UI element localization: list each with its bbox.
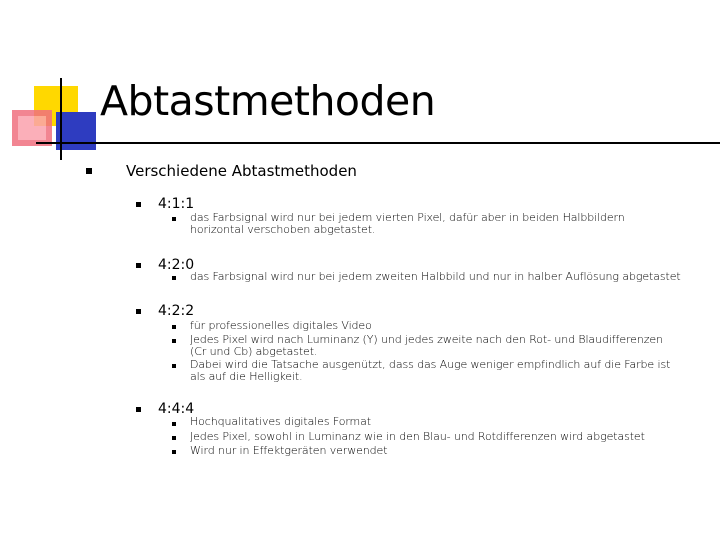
section-label-444: 4:4:4: [158, 401, 195, 417]
bullet-level3: [172, 450, 176, 454]
section-444-item-1: Hochqualitatives digitales Format: [190, 415, 372, 428]
bullet-level3: [172, 276, 176, 280]
bullet-level3: [172, 422, 176, 426]
logo-red-square: [12, 110, 52, 146]
logo-blue-square: [56, 112, 96, 150]
bullet-level2: [136, 263, 141, 268]
section-label-420: 4:2:0: [158, 257, 195, 273]
section-label-422: 4:2:2: [158, 303, 195, 319]
section-422-item-2: Jedes Pixel wird nach Luminanz (Y) und jedes zweite nach den Rot- und Blaudifferenzen (Cr und Cb) abgetastet.: [190, 333, 663, 358]
section-422-item-1: für professionelles digitales Video: [190, 319, 372, 332]
section-label-411: 4:1:1: [158, 196, 195, 212]
bullet-level3: [172, 325, 176, 329]
bullet-level1: [86, 168, 92, 174]
section-411-item-1: das Farbsignal wird nur bei jedem vierten Pixel, dafür aber in beiden Halbbildern horizontal verschoben abgetastet.: [190, 211, 625, 236]
bullet-level3: [172, 217, 176, 221]
bullet-level2: [136, 202, 141, 207]
title-underline: [36, 142, 720, 144]
level1-text: Verschiedene Abtastmethoden: [126, 162, 357, 180]
bullet-level3: [172, 364, 176, 368]
vertical-rule: [60, 78, 62, 160]
bullet-level2: [136, 309, 141, 314]
bullet-level3: [172, 436, 176, 440]
slide-title: Abtastmethoden: [100, 77, 436, 125]
bullet-level2: [136, 407, 141, 412]
section-444-item-2: Jedes Pixel, sowohl in Luminanz wie in den Blau- und Rotdifferenzen wird abgetastet: [190, 430, 645, 443]
bullet-level3: [172, 339, 176, 343]
section-420-item-1: das Farbsignal wird nur bei jedem zweiten Halbbild und nur in halber Auflösung abgetastet: [190, 270, 681, 283]
section-422-item-3: Dabei wird die Tatsache ausgenützt, dass das Auge weniger empfindlich auf die Farbe ist als auf die Helligkeit.: [190, 358, 671, 383]
section-444-item-3: Wird nur in Effektgeräten verwendet: [190, 444, 388, 457]
